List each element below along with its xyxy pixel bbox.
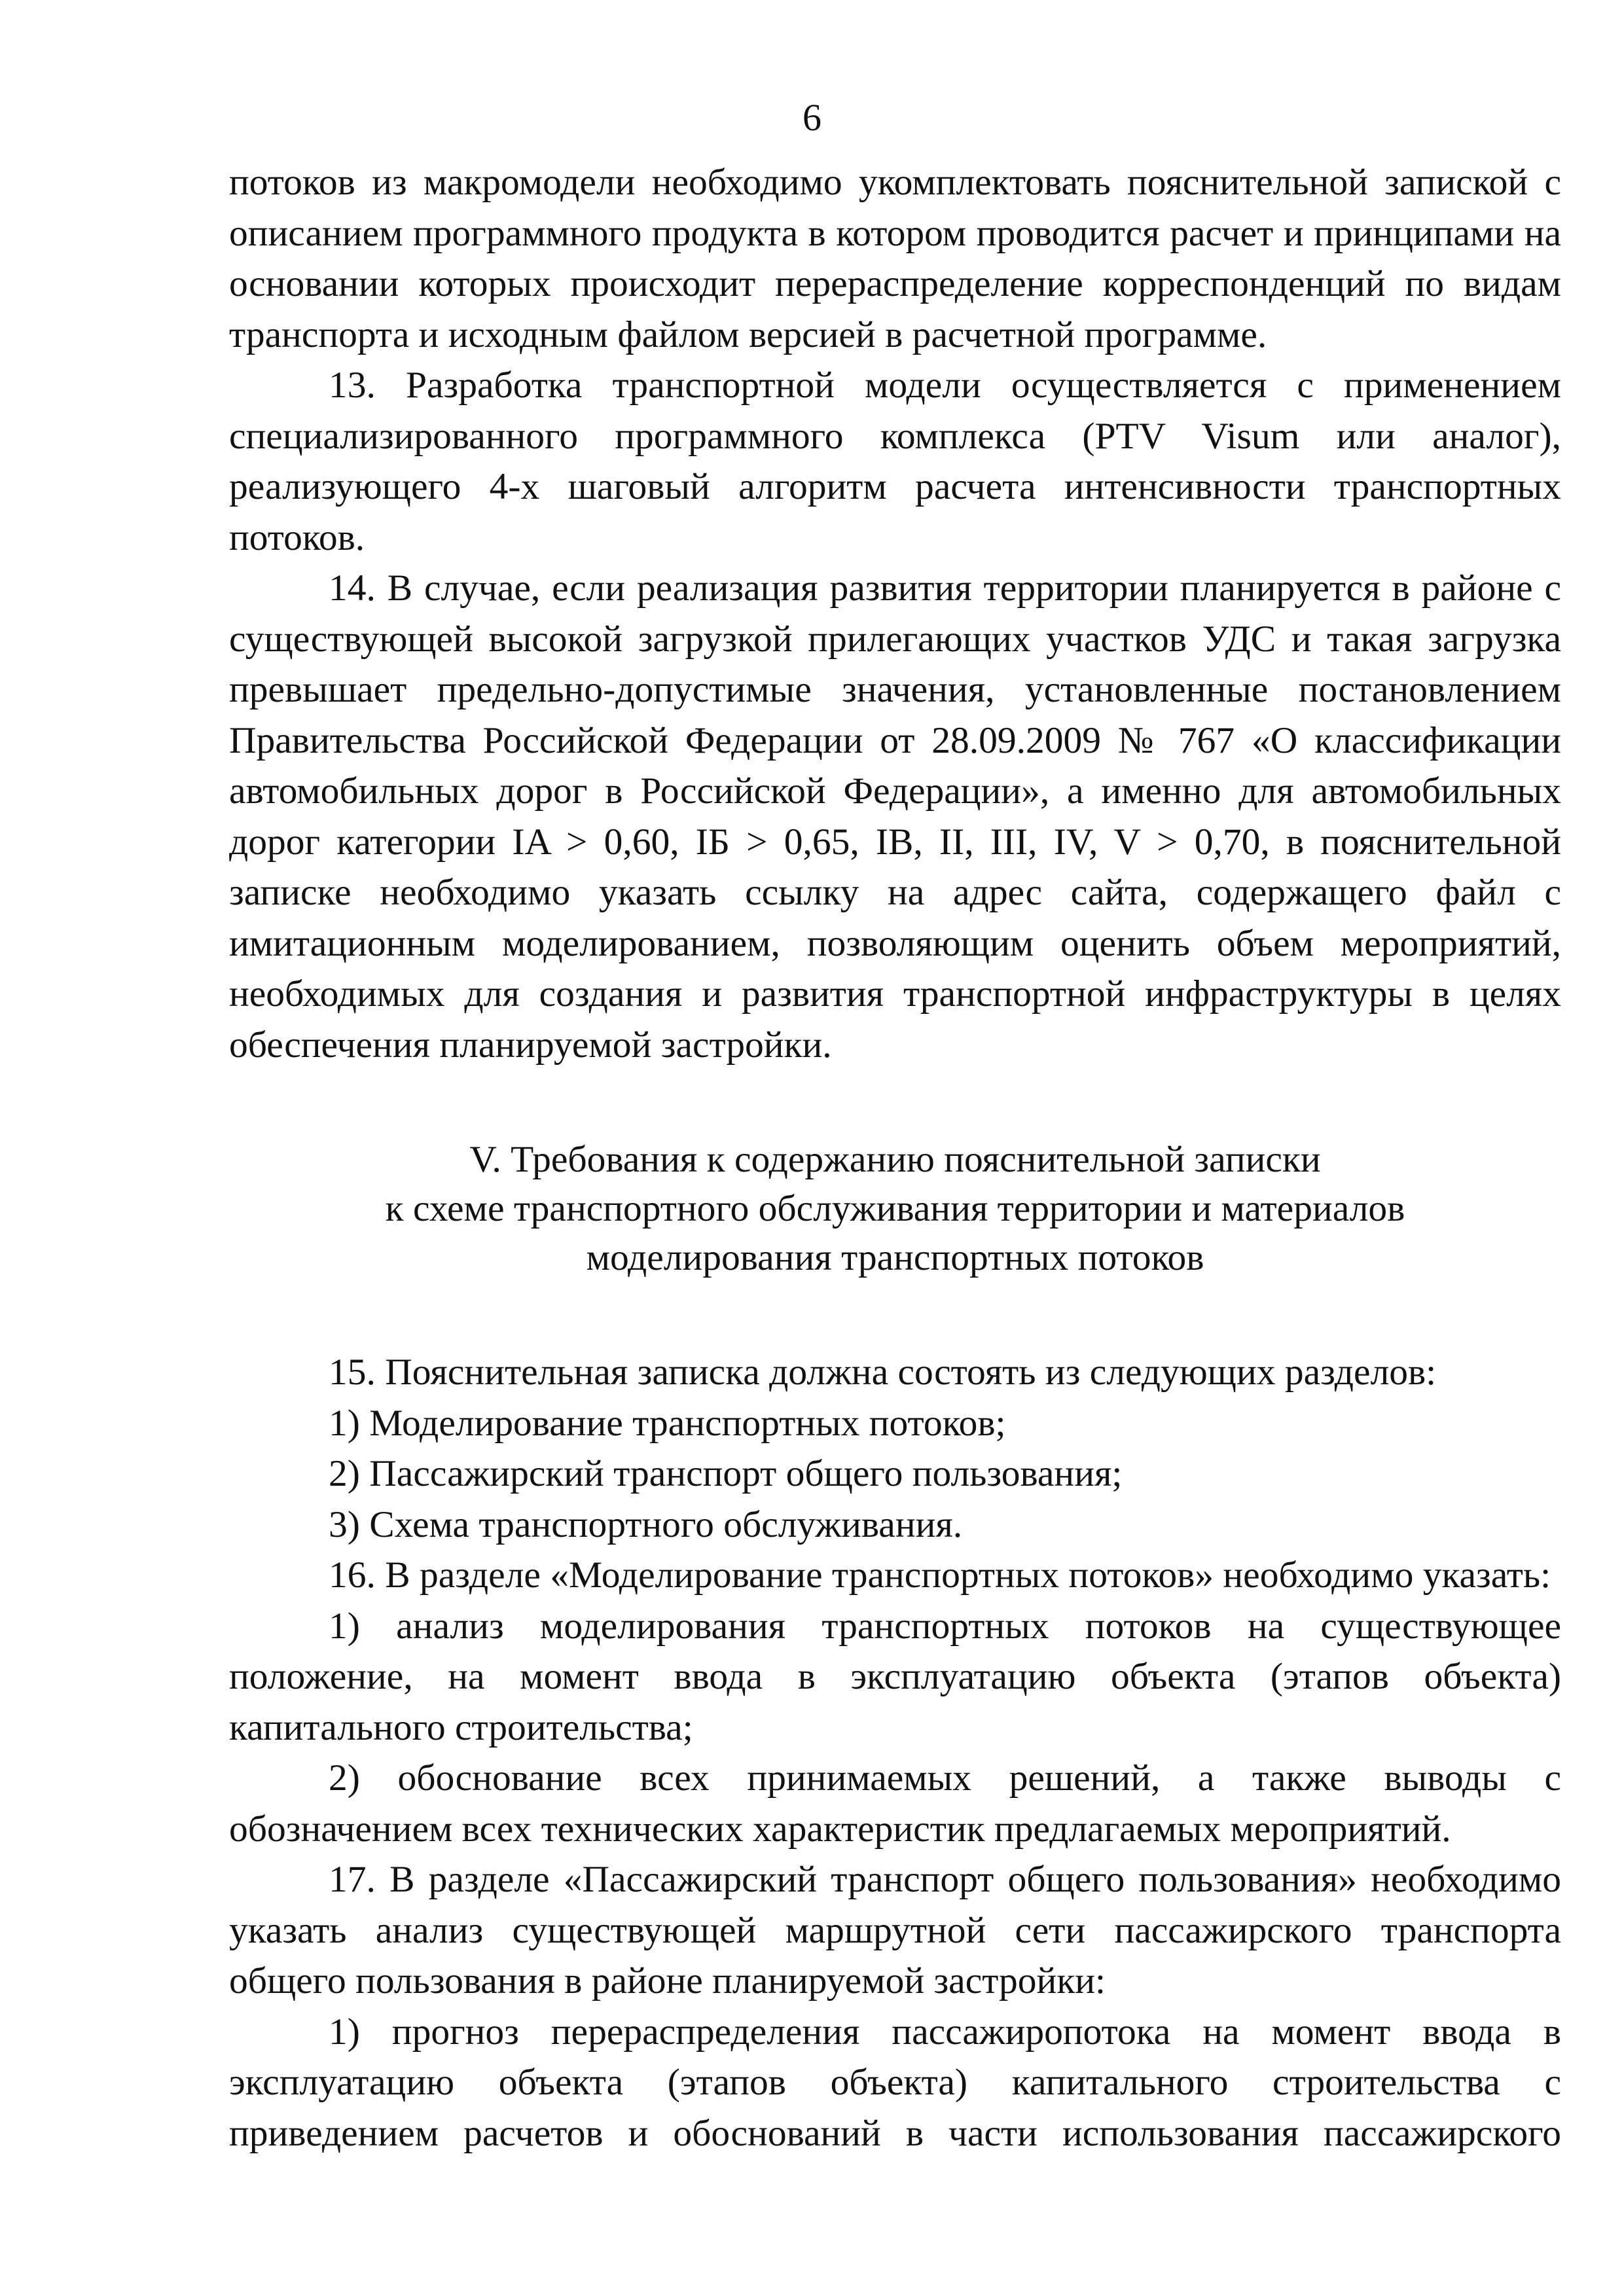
paragraph-item-17: 17. В разделе «Пассажирский транспорт общего пользования» необходимо указать анализ существующей маршрутной сети пассажирского транспорта общего пользования в районе планируемой застройки:: [229, 1859, 1561, 2001]
document-body: [229, 157, 1561, 2159]
section-heading-line: моделирования транспортных потоков: [586, 1237, 1204, 1278]
paragraph-item-13: 13. Разработка транспортной модели осуществляется с применением специализированного программного комплекса (PTV Visum или аналог), реализующего 4-х шаговый алгоритм расчета интенсивности транспортных потоков.: [229, 365, 1561, 558]
paragraph-item-14: 14. В случае, если реализация развития территории планируется в районе с существующей высокой загрузкой прилегающих участков УДС и такая загрузка превышает предельно-допустимые значения, установленные постановлением Правительства Российской Федерации от 28.09.2009 № 767 «О классификации автомобильных дорог в Российской Федерации», а именно для автомобильных дорог категории IA > 0,60, IБ > 0,65, IB, II, III, IV, V > 0,70, в пояснительной записке необходимо указать ссылку на адрес сайта, содержащего файл с имитационным моделированием, позволяющим оценить объем мероприятий, необходимых для создания и развития транспортной инфраструктуры в целях обеспечения планируемой застройки.: [229, 567, 1561, 1066]
paragraph-item-16-1: 1) анализ моделирования транспортных потоков на существующее положение, на момент ввода в эксплуатацию объекта (этапов объекта) капитального строительства;: [229, 1605, 1561, 1748]
list-item: 2) Пассажирский транспорт общего пользования;: [329, 1453, 1123, 1494]
paragraph-item-15: 15. Пояснительная записка должна состоять из следующих разделов:: [329, 1352, 1437, 1393]
list-item: 1) Моделирование транспортных потоков;: [329, 1402, 1006, 1444]
paragraph-item-16-2: 2) обоснование всех принимаемых решений, а также выводы с обозначением всех технических характеристик предлагаемых мероприятий.: [229, 1757, 1561, 1850]
paragraph-item-17-1: 1) прогноз перераспределения пассажиропотока на момент ввода в эксплуатацию объекта (этапов объекта) капитального строительства с приведением расчетов и обоснований в части использования пассажирского: [229, 2011, 1561, 2154]
list-item: 3) Схема транспортного обслуживания.: [329, 1503, 963, 1545]
section-heading-line: V. Требования к содержанию пояснительной записки: [469, 1139, 1321, 1180]
paragraph-continuation: потоков из макромодели необходимо укомплектовать пояснительной запиской с описанием программного продукта в котором проводится расчет и принципами на основании которых происходит перераспределение корреспонденций по видам транспорта и исходным файлом версией в расчетной программе.: [229, 162, 1561, 355]
page-number: 6: [803, 96, 821, 139]
paragraph-item-16: 16. В разделе «Моделирование транспортных потоков» необходимо указать:: [329, 1554, 1551, 1596]
section-heading-line: к схеме транспортного обслуживания территории и материалов: [385, 1188, 1405, 1229]
section-heading: [229, 1135, 1561, 1282]
